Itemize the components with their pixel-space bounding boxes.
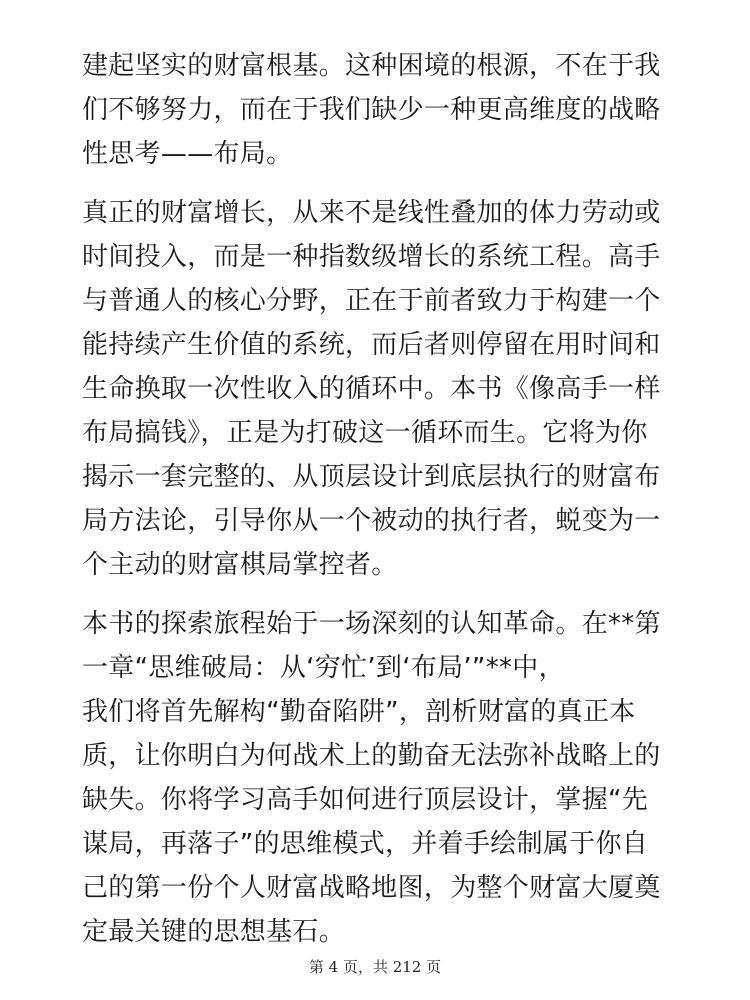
text-line: 一章“思维破局：从‘穷忙’到‘布局’”**中， (82, 653, 565, 683)
paragraph-2 (82, 191, 702, 587)
text-line: 性思考——布局。 (82, 139, 293, 169)
page-number: 第 4 页，共 212 页 (308, 958, 442, 976)
body-text (82, 44, 702, 969)
paragraph-3 (82, 602, 702, 954)
text-line: 个主动的财富棋局掌控者。 (82, 550, 398, 580)
text-line: 我们将首先解构“勤奋陷阱”，剖析财富的真正本 (82, 697, 636, 727)
text-line: 本书的探索旅程始于一场深刻的认知革命。在**第 (82, 609, 661, 639)
text-line: 缺失。你将学习高手如何进行顶层设计，掌握“先 (82, 785, 649, 815)
text-line: 与普通人的核心分野，正在于前者致力于构建一个 (82, 286, 661, 316)
text-line: 能持续产生价值的系统，而后者则停留在用时间和 (82, 330, 661, 360)
text-line: 布局搞钱》，正是为打破这一循环而生。它将为你 (82, 418, 648, 448)
paragraph-1 (82, 44, 702, 176)
text-line: 真正的财富增长，从来不是线性叠加的体力劳动或 (82, 198, 661, 228)
text-line: 们不够努力，而在于我们缺少一种更高维度的战略 (82, 95, 661, 125)
text-line: 时间投入，而是一种指数级增长的系统工程。高手 (82, 242, 661, 272)
text-line: 己的第一份个人财富战略地图，为整个财富大厦奠 (82, 873, 661, 903)
text-line: 建起坚实的财富根基。这种困境的根源，不在于我 (82, 51, 661, 81)
text-line: 质，让你明白为何战术上的勤奋无法弥补战略上的 (82, 741, 661, 771)
text-line: 局方法论，引导你从一个被动的执行者，蜕变为一 (82, 506, 661, 536)
text-line: 生命换取一次性收入的循环中。本书《像高手一样 (82, 374, 661, 404)
text-line: 揭示一套完整的、从顶层设计到底层执行的财富布 (82, 462, 661, 492)
text-line: 定最关键的思想基石。 (82, 917, 346, 947)
text-line: 谋局，再落子”的思维模式，并着手绘制属于你自 (82, 829, 649, 859)
